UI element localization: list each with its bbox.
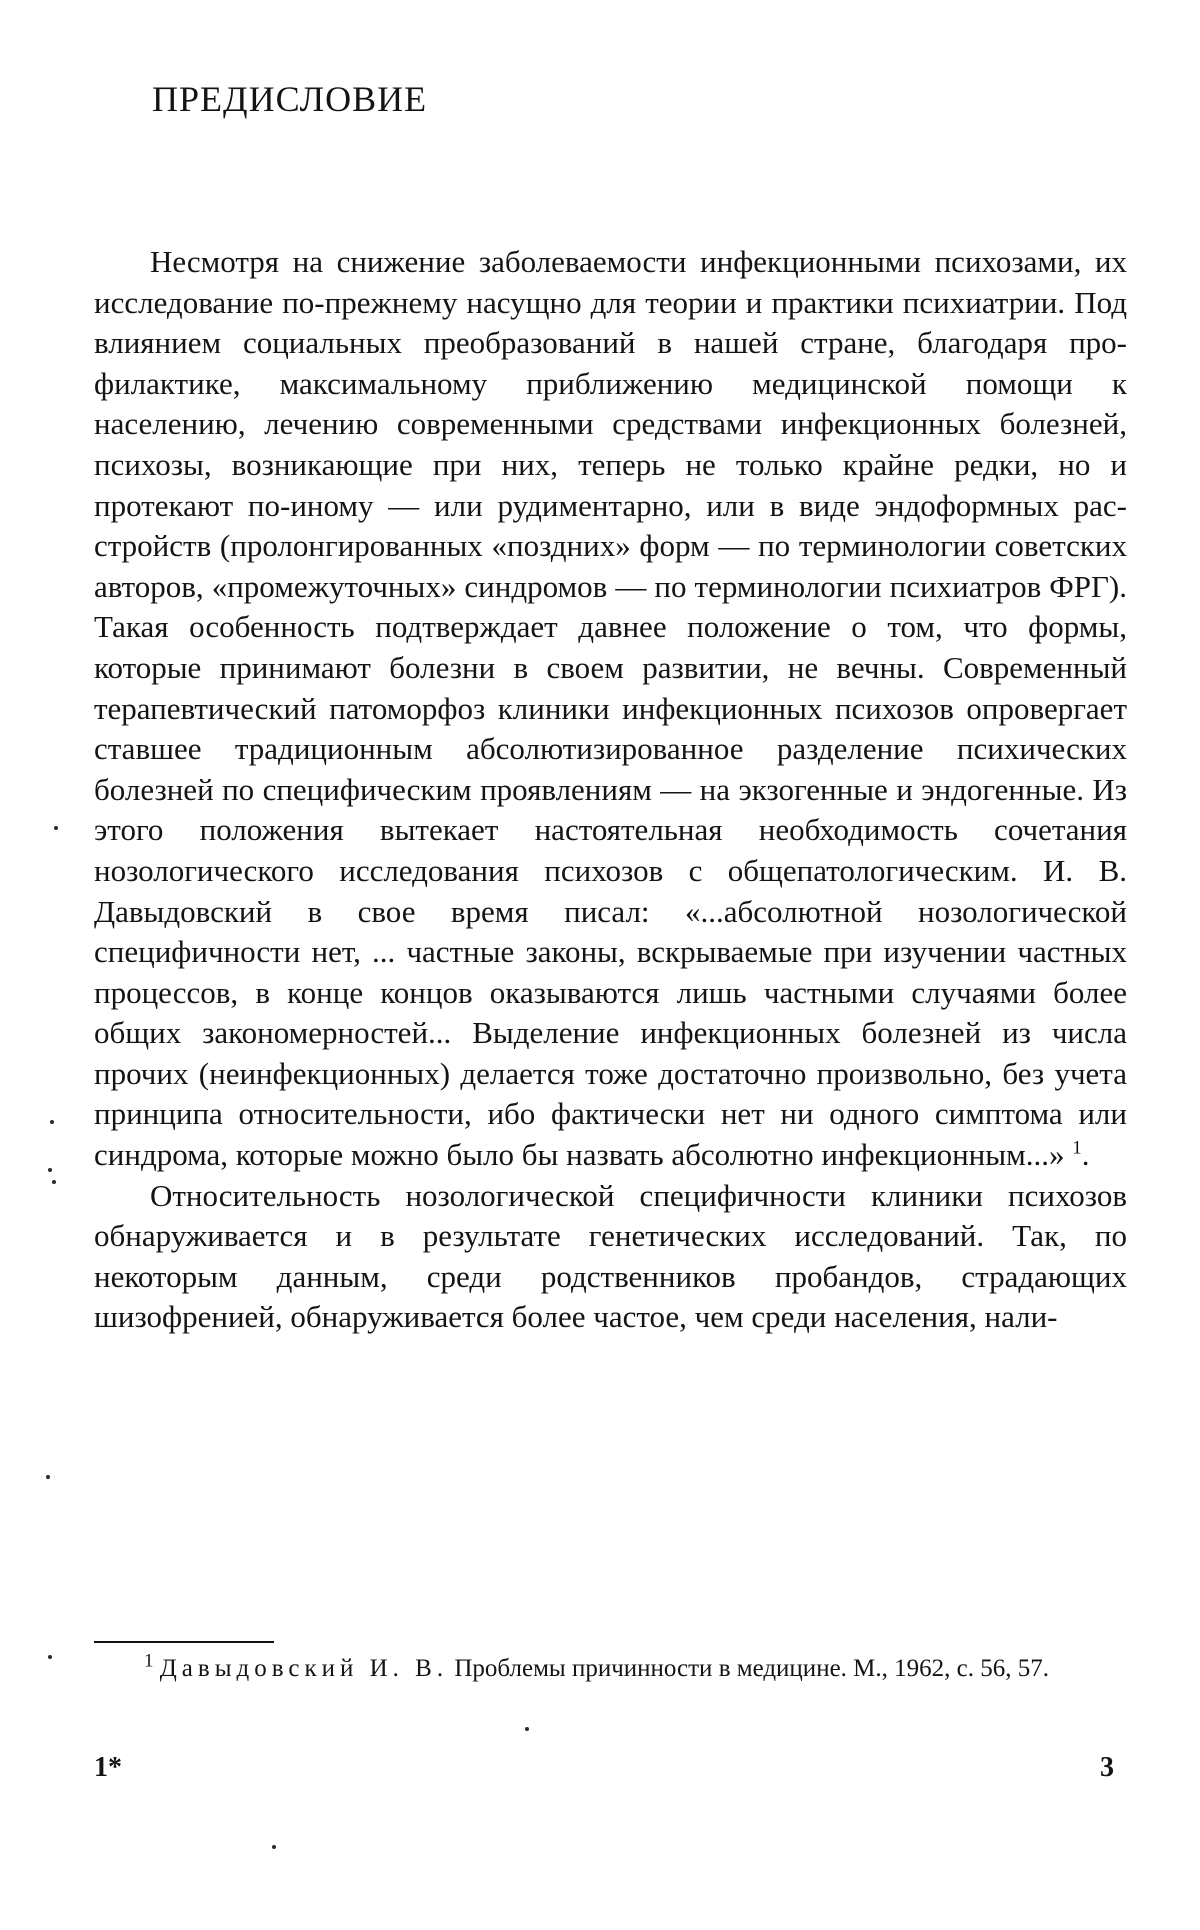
footnote-marker: 1 [144, 1650, 154, 1672]
scan-speck [272, 1845, 276, 1849]
scan-speck [50, 1120, 54, 1124]
scan-speck [48, 1655, 52, 1659]
paragraph-text: Несмотря на снижение заболеваемости инфекционными психозами, их исследование по-прежнему насущно для теории и практики психиатрии. Под влиянием социальных преобразований в нашей стране, благодаря профилактике, максимальному приближению медицинской помощи к населению, лечению современными средствами инфекционных болезней, психозы, возникающие при них, теперь не только крайне редки, но и протекают по-иному — или рудиментарно, или в виде эндоформных расстройств (пролонгированных «поздних» форм — по терминологии советских авторов, «промежуточных» синдромов — по терминологии психиатров ФРГ). Такая особенность подтверждает давнее положение о том, что формы, которые принимают болезни в своем развитии, не вечны. Современный терапевтический патоморфоз клиники инфекционных психозов опровергает ставшее традиционным абсолютизированное разделение психических болезней по специфическим проявлениям — на экзогенные и эндогенные. Из этого положения вытекает настоятельная необходимость сочетания нозологического исследования психозов с общепатологическим. И. В. Давыдовский в свое время писал: «...абсолютной нозологической специфичности нет, ... частные законы, вскрываемые при изучении частных процессов, в конце концов оказываются лишь частными случаями более общих закономерностей... Выделение инфекционных болезней из числа прочих (неинфекционных) делается тоже достаточно произвольно, без учета принципа относительности, ибо фактически нет ни одного симптома или синдрома, которые можно было бы назвать абсолютно инфекционным...» [94, 244, 1127, 1173]
scan-speck [46, 1475, 50, 1479]
paragraph-text: Относительность нозологической специфичности клиники психозов обнаруживается и в результате генетических исследований. Так, по некоторым данным, среди родственников пробандов, страдающих шизофренией, обнаруживается более частое, чем среди населения, нали- [94, 1177, 1127, 1335]
footnote-divider [94, 1641, 274, 1643]
scan-speck [525, 1727, 529, 1731]
paragraph: Несмотря на снижение заболеваемости инфекционными психозами, их исследование по-прежнему насущно для теории и практики психиатрии. Под влиянием социальных преобразований в нашей стране, благодаря профилактике, максимальному приближению медицинской помощи к населению, лечению современными средствами инфекционных болезней, психозы, возникающие при них, теперь не только крайне редки, но и протекают по-иному — или рудиментарно, или в виде эндоформных расстройств (пролонгированных «поздних» форм — по терминологии советских авторов, «промежуточных» синдромов — по терминологии психиатров ФРГ). Такая особенность подтверждает давнее положение о том, что формы, которые принимают болезни в своем развитии, не вечны. Современный терапевтический патоморфоз клиники инфекционных психозов опровергает ставшее традиционным абсолютизированное разделение психических болезней по специфическим проявлениям — на экзогенные и эндогенные. Из этого положения вытекает настоятельная необходимость сочетания нозологического исследования психозов с общепатологическим. И. В. Давыдовский в свое время писал: «...абсолютной нозологической специфичности нет, ... частные законы, вскрываемые при изучении частных процессов, в конце концов оказываются лишь частными случаями более общих закономерностей... Выделение инфекционных болезней из числа прочих (неинфекционных) делается тоже достаточно произвольно, без учета принципа относительности, ибо фактически нет ни одного симптома или синдрома, которые можно было бы назвать абсолютно инфекционным...» $^1$. [94, 244, 1127, 1173]
page-number: 3 [1100, 1752, 1114, 1783]
footnote [94, 1652, 1127, 1686]
scan-speck [48, 1168, 52, 1172]
scan-speck [52, 1180, 56, 1184]
footnote-reference: 1 [1072, 1137, 1082, 1159]
scan-speck [54, 826, 58, 830]
body-text [94, 242, 1127, 1338]
page-heading: ПРЕДИСЛОВИЕ [152, 79, 428, 119]
footnote-text: Проблемы причинности в медицине. М., 1962, с. 56, 57. [454, 1655, 1049, 1682]
paragraph [94, 1176, 1127, 1338]
signature-mark: 1* [94, 1752, 122, 1783]
footnote-author: Давыдовский И. В. [159, 1655, 449, 1682]
